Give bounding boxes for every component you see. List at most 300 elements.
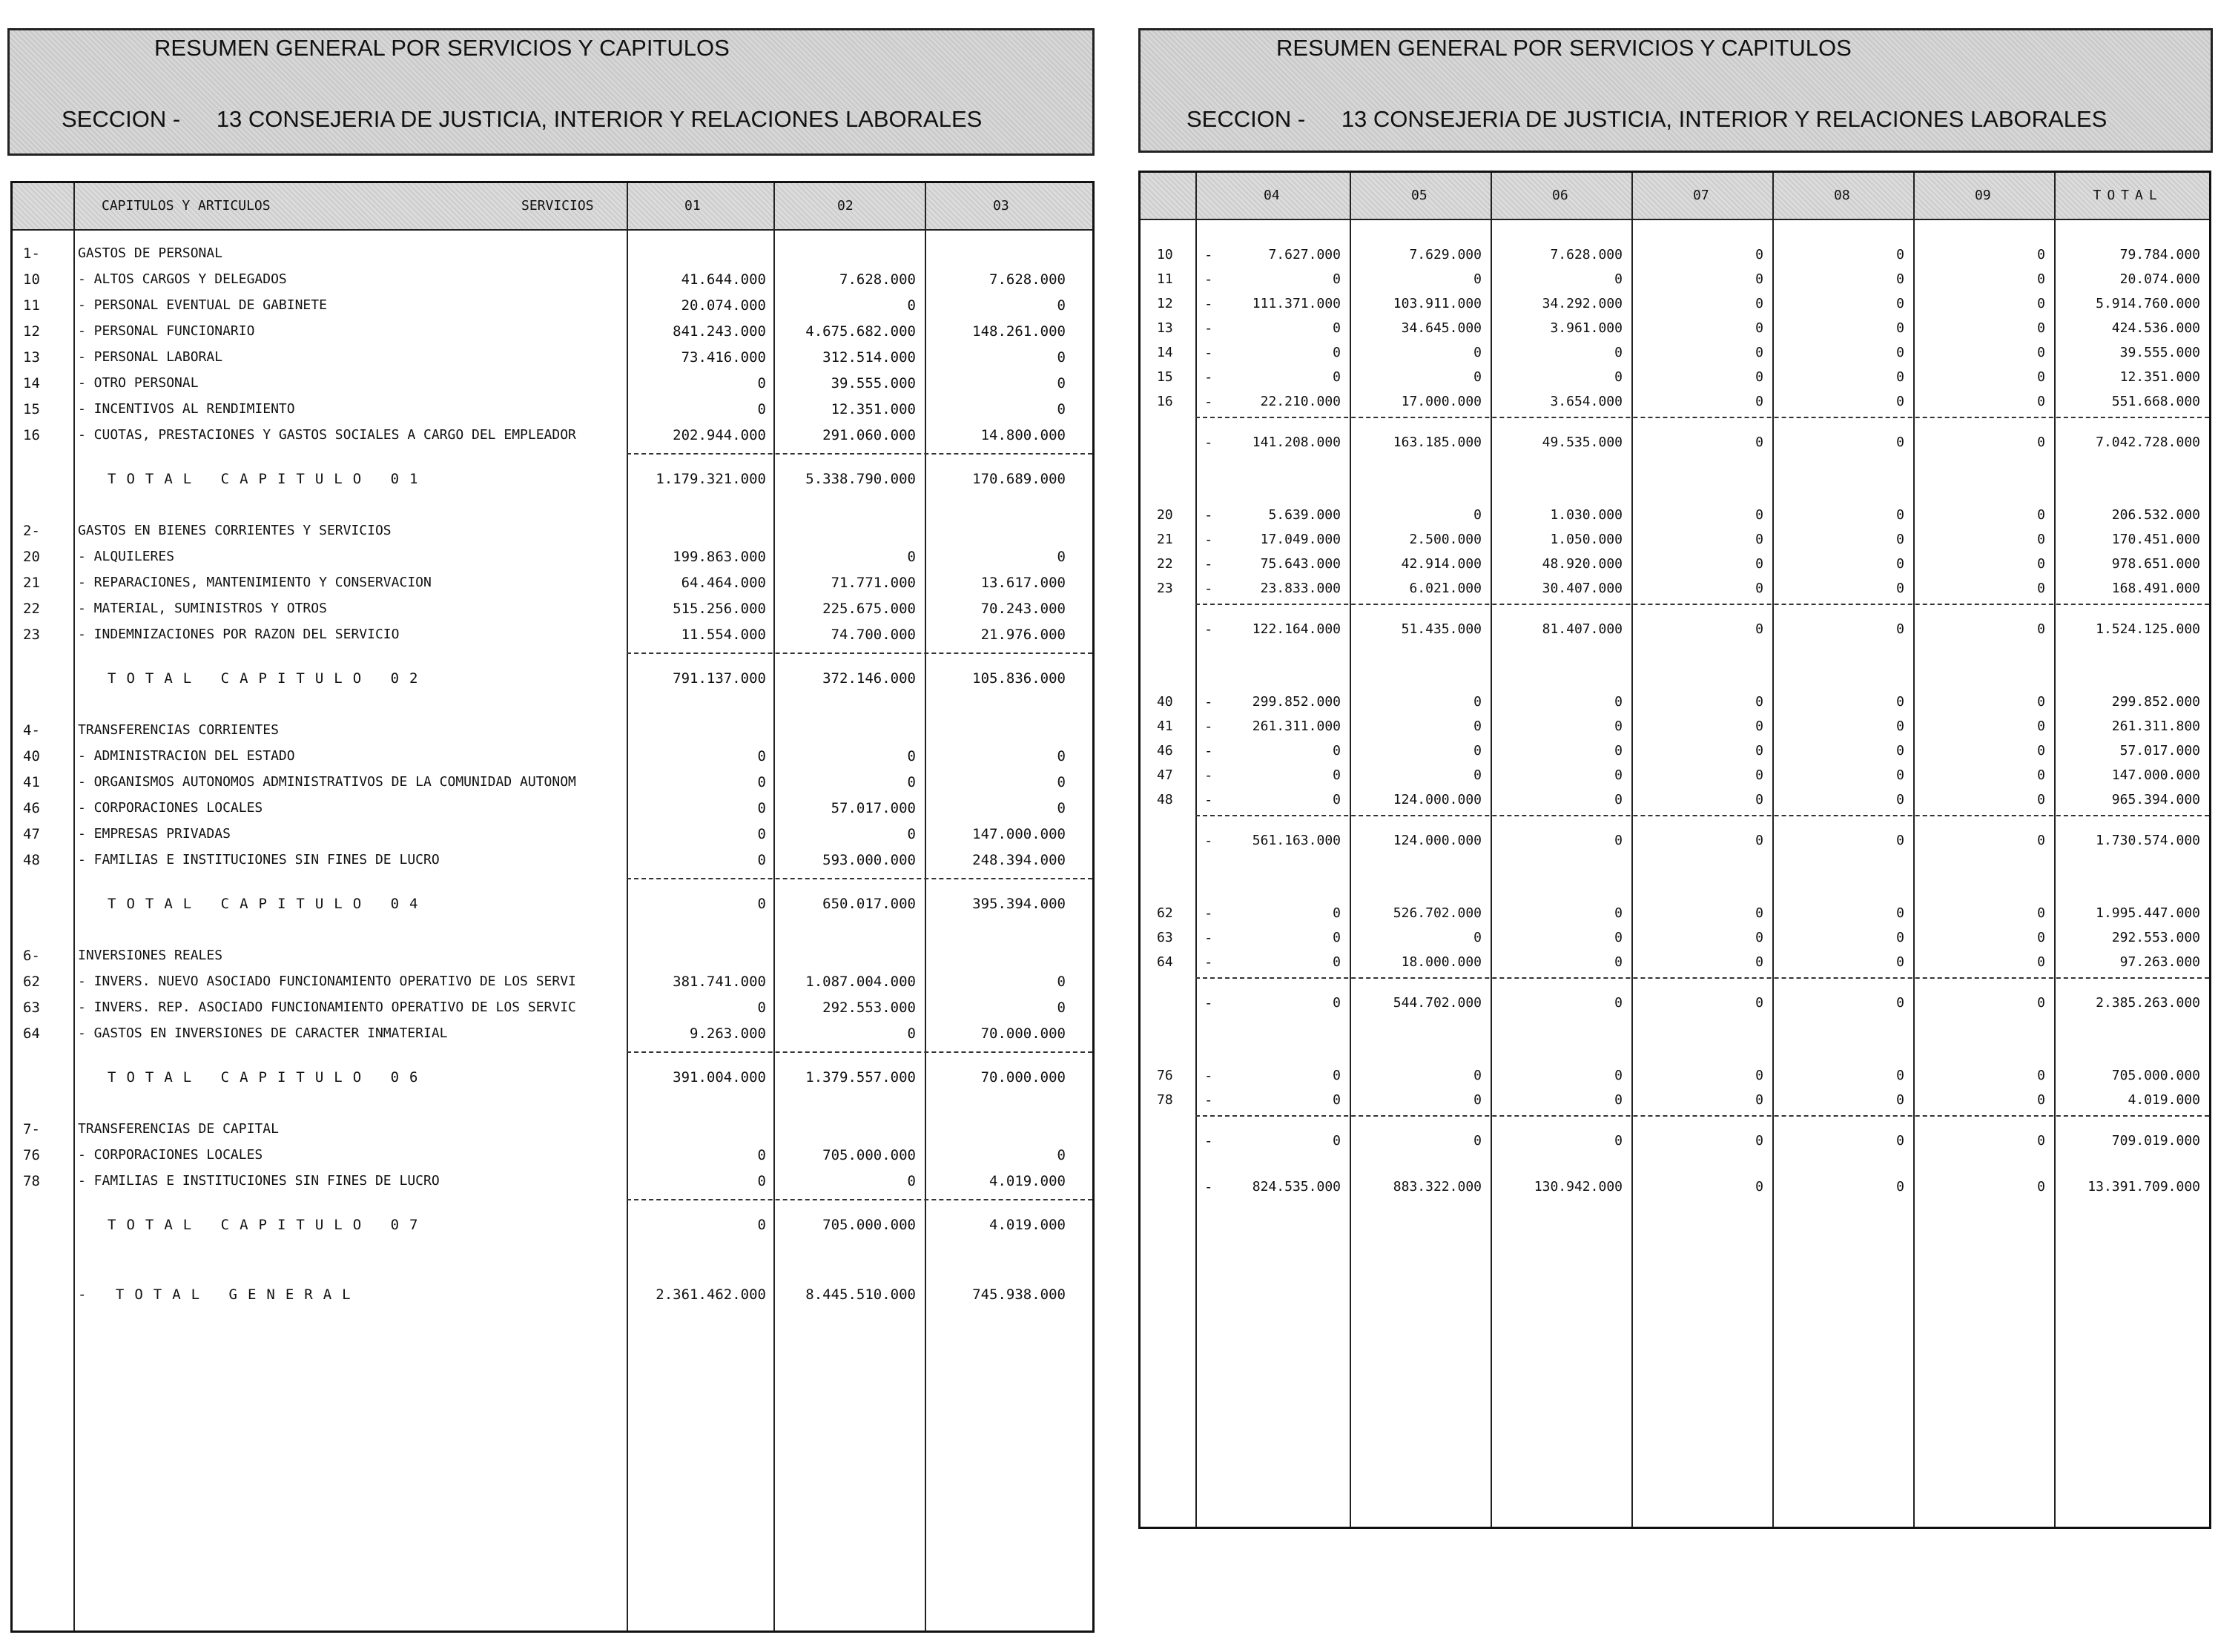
row-value: 0 bbox=[2037, 694, 2045, 710]
item-code: 40 bbox=[23, 748, 40, 764]
grand-total-value: 883.322.000 bbox=[1393, 1179, 1482, 1195]
row-value: 261.311.800 bbox=[2111, 718, 2200, 734]
row-value: 0 bbox=[1896, 930, 1904, 945]
row-value: 2.500.000 bbox=[1409, 532, 1482, 547]
item-value: 593.000.000 bbox=[822, 852, 916, 868]
left-col-divider bbox=[73, 183, 75, 1630]
item-value: 0 bbox=[907, 774, 916, 790]
item-value: 4.675.682.000 bbox=[805, 323, 916, 340]
grand-total-value: 2.361.462.000 bbox=[656, 1286, 766, 1303]
row-value: 0 bbox=[1333, 954, 1341, 970]
right-seccion-line bbox=[1186, 106, 2107, 133]
item-description: - OTRO PERSONAL bbox=[78, 375, 199, 391]
right-table-header bbox=[1141, 173, 2209, 220]
total-separator bbox=[1195, 977, 2209, 979]
row-dash: - bbox=[1204, 1092, 1213, 1109]
row-value: 0 bbox=[1473, 718, 1482, 734]
row-value: 5.639.000 bbox=[1268, 507, 1341, 523]
item-code: 76 bbox=[23, 1147, 40, 1163]
row-value: 0 bbox=[1614, 1068, 1623, 1083]
row-value: 0 bbox=[1896, 320, 1904, 336]
group-total-value: 81.407.000 bbox=[1542, 621, 1623, 637]
item-value: 0 bbox=[907, 1173, 916, 1189]
chapter-title: GASTOS DE PERSONAL bbox=[78, 245, 223, 261]
chapter-total-value: 4.019.000 bbox=[989, 1217, 1066, 1233]
row-value: 0 bbox=[1896, 1092, 1904, 1108]
row-value: 0 bbox=[1896, 247, 1904, 262]
group-total-value: 561.163.000 bbox=[1252, 833, 1341, 848]
row-value: 0 bbox=[1333, 271, 1341, 287]
left-header-col-03: 03 bbox=[993, 198, 1009, 214]
group-total-value: 0 bbox=[1896, 833, 1904, 848]
row-value: 170.451.000 bbox=[2111, 532, 2200, 547]
item-value: 12.351.000 bbox=[831, 401, 916, 417]
item-description: - FAMILIAS E INSTITUCIONES SIN FINES DE LUCRO bbox=[78, 852, 440, 868]
item-value: 199.863.000 bbox=[673, 549, 766, 565]
item-value: 0 bbox=[757, 1000, 766, 1016]
item-code: 12 bbox=[23, 323, 40, 340]
group-total-value: 0 bbox=[1896, 435, 1904, 450]
total-separator bbox=[627, 652, 1092, 654]
row-value: 0 bbox=[1614, 743, 1623, 759]
row-value: 0 bbox=[1896, 792, 1904, 807]
left-col-divider bbox=[925, 183, 926, 1630]
chapter-total-value: 791.137.000 bbox=[673, 670, 766, 687]
row-value: 0 bbox=[1755, 271, 1763, 287]
chapter-title: TRANSFERENCIAS CORRIENTES bbox=[78, 722, 279, 738]
row-value: 0 bbox=[1896, 271, 1904, 287]
row-value: 0 bbox=[1755, 345, 1763, 360]
row-value: 978.651.000 bbox=[2111, 556, 2200, 572]
chapter-total-value: 1.179.321.000 bbox=[656, 471, 766, 487]
item-value: 0 bbox=[907, 549, 916, 565]
row-value: 0 bbox=[1755, 1068, 1763, 1083]
row-value: 0 bbox=[1614, 792, 1623, 807]
row-code: 47 bbox=[1157, 767, 1173, 783]
item-code: 21 bbox=[23, 575, 40, 591]
row-dash: - bbox=[1204, 1068, 1213, 1084]
left-col-divider bbox=[773, 183, 775, 1630]
row-value: 111.371.000 bbox=[1252, 296, 1341, 311]
total-separator bbox=[1195, 1115, 2209, 1117]
row-value: 0 bbox=[1333, 320, 1341, 336]
row-value: 17.000.000 bbox=[1401, 394, 1482, 409]
right-header-col-total: TOTAL bbox=[2093, 188, 2163, 203]
item-value: 148.261.000 bbox=[972, 323, 1066, 340]
item-value: 0 bbox=[757, 800, 766, 816]
row-value: 0 bbox=[2037, 320, 2045, 336]
group-total-value: 0 bbox=[1755, 995, 1763, 1011]
row-code: 12 bbox=[1157, 296, 1173, 311]
item-description: - GASTOS EN INVERSIONES DE CARACTER INMATERIAL bbox=[78, 1025, 448, 1041]
row-value: 0 bbox=[1614, 271, 1623, 287]
group-total-value: 51.435.000 bbox=[1401, 621, 1482, 637]
row-dash: - bbox=[1204, 767, 1213, 784]
row-value: 0 bbox=[2037, 507, 2045, 523]
group-total-value: 49.535.000 bbox=[1542, 435, 1623, 450]
total-separator bbox=[1195, 815, 2209, 816]
chapter-total-label: TOTAL CAPITULO 02 bbox=[108, 670, 429, 687]
row-value: 1.030.000 bbox=[1550, 507, 1623, 523]
item-value: 0 bbox=[1057, 800, 1066, 816]
chapter-total-label: TOTAL CAPITULO 04 bbox=[108, 896, 429, 912]
chapter-total-value: 650.017.000 bbox=[822, 896, 916, 912]
item-value: 39.555.000 bbox=[831, 375, 916, 391]
row-value: 0 bbox=[2037, 767, 2045, 783]
left-seccion-line bbox=[62, 106, 982, 133]
right-report-header bbox=[1138, 28, 2213, 153]
group-total-value: 0 bbox=[2037, 621, 2045, 637]
chapter-total-value: 0 bbox=[757, 896, 766, 912]
item-description: - INDEMNIZACIONES POR RAZON DEL SERVICIO bbox=[78, 627, 400, 642]
item-value: 515.256.000 bbox=[673, 601, 766, 617]
row-value: 0 bbox=[1896, 743, 1904, 759]
group-total-value: 709.019.000 bbox=[2111, 1133, 2200, 1149]
group-total-value: 0 bbox=[1755, 833, 1763, 848]
row-dash: - bbox=[1204, 435, 1213, 451]
row-value: 0 bbox=[1755, 369, 1763, 385]
row-code: 22 bbox=[1157, 556, 1173, 572]
item-value: 57.017.000 bbox=[831, 800, 916, 816]
row-value: 0 bbox=[1755, 532, 1763, 547]
row-value: 57.017.000 bbox=[2119, 743, 2200, 759]
chapter-total-value: 70.000.000 bbox=[980, 1069, 1066, 1086]
item-value: 0 bbox=[1057, 549, 1066, 565]
row-value: 0 bbox=[1755, 581, 1763, 596]
row-dash: - bbox=[1204, 296, 1213, 312]
item-description: - ALQUILERES bbox=[78, 549, 175, 564]
chapter-code: 1- bbox=[23, 245, 40, 262]
row-code: 20 bbox=[1157, 507, 1173, 523]
item-code: 13 bbox=[23, 349, 40, 366]
item-value: 0 bbox=[757, 401, 766, 417]
row-code: 46 bbox=[1157, 743, 1173, 759]
row-value: 168.491.000 bbox=[2111, 581, 2200, 596]
row-code: 48 bbox=[1157, 792, 1173, 807]
item-value: 0 bbox=[907, 1025, 916, 1042]
row-dash: - bbox=[1204, 905, 1213, 922]
row-value: 97.263.000 bbox=[2119, 954, 2200, 970]
row-value: 0 bbox=[1896, 394, 1904, 409]
row-value: 20.074.000 bbox=[2119, 271, 2200, 287]
item-code: 46 bbox=[23, 800, 40, 816]
row-value: 0 bbox=[1614, 930, 1623, 945]
item-value: 0 bbox=[757, 748, 766, 764]
row-value: 0 bbox=[1896, 296, 1904, 311]
group-total-value: 163.185.000 bbox=[1393, 435, 1482, 450]
row-value: 0 bbox=[1896, 507, 1904, 523]
chapter-total-value: 170.689.000 bbox=[972, 471, 1066, 487]
row-dash: - bbox=[1204, 930, 1213, 946]
item-value: 7.628.000 bbox=[989, 271, 1066, 288]
row-value: 0 bbox=[1755, 320, 1763, 336]
item-value: 64.464.000 bbox=[681, 575, 766, 591]
item-description: - CORPORACIONES LOCALES bbox=[78, 800, 263, 816]
row-value: 0 bbox=[2037, 1068, 2045, 1083]
row-dash: - bbox=[1204, 743, 1213, 759]
item-code: 78 bbox=[23, 1173, 40, 1189]
total-separator bbox=[1195, 604, 2209, 605]
item-description: - INVERS. REP. ASOCIADO FUNCIONAMIENTO OPERATIVO DE LOS SERVIC bbox=[78, 1000, 576, 1015]
row-value: 0 bbox=[1333, 930, 1341, 945]
grand-total-value: 13.391.709.000 bbox=[2087, 1179, 2200, 1195]
item-value: 7.628.000 bbox=[839, 271, 916, 288]
row-value: 0 bbox=[1473, 345, 1482, 360]
item-value: 0 bbox=[757, 774, 766, 790]
row-value: 0 bbox=[1333, 743, 1341, 759]
group-total-value: 0 bbox=[1614, 1133, 1623, 1149]
row-dash: - bbox=[1204, 556, 1213, 572]
row-value: 0 bbox=[1614, 905, 1623, 921]
item-value: 841.243.000 bbox=[673, 323, 766, 340]
group-total-value: 1.730.574.000 bbox=[2096, 833, 2200, 848]
item-description: - PERSONAL FUNCIONARIO bbox=[78, 323, 255, 339]
item-code: 48 bbox=[23, 852, 40, 868]
item-value: 292.553.000 bbox=[822, 1000, 916, 1016]
item-value: 0 bbox=[1057, 375, 1066, 391]
item-description: - PERSONAL LABORAL bbox=[78, 349, 223, 365]
item-value: 248.394.000 bbox=[972, 852, 1066, 868]
item-value: 9.263.000 bbox=[690, 1025, 766, 1042]
grand-total-label: - TOTAL GENERAL bbox=[78, 1286, 361, 1303]
item-value: 70.243.000 bbox=[980, 601, 1066, 617]
grand-total-value: 745.938.000 bbox=[972, 1286, 1066, 1303]
group-total-value: 0 bbox=[1896, 995, 1904, 1011]
item-description: - ORGANISMOS AUTONOMOS ADMINISTRATIVOS DE LA COMUNIDAD AUTONOM bbox=[78, 774, 576, 790]
row-value: 0 bbox=[2037, 581, 2045, 596]
row-value: 0 bbox=[1896, 905, 1904, 921]
item-description: - FAMILIAS E INSTITUCIONES SIN FINES DE LUCRO bbox=[78, 1173, 440, 1189]
chapter-title: GASTOS EN BIENES CORRIENTES Y SERVICIOS bbox=[78, 523, 392, 538]
group-total-value: 0 bbox=[1333, 995, 1341, 1011]
item-value: 4.019.000 bbox=[989, 1173, 1066, 1189]
row-value: 0 bbox=[1896, 694, 1904, 710]
row-value: 0 bbox=[1755, 1092, 1763, 1108]
row-dash: - bbox=[1204, 369, 1213, 386]
row-value: 0 bbox=[1614, 767, 1623, 783]
item-description: - CUOTAS, PRESTACIONES Y GASTOS SOCIALES A CARGO DEL EMPLEADOR bbox=[78, 427, 576, 443]
row-code: 76 bbox=[1157, 1068, 1173, 1083]
row-value: 48.920.000 bbox=[1542, 556, 1623, 572]
item-value: 74.700.000 bbox=[831, 627, 916, 643]
item-value: 225.675.000 bbox=[822, 601, 916, 617]
row-value: 0 bbox=[1614, 694, 1623, 710]
left-seccion-label: SECCION - bbox=[62, 106, 181, 132]
grand-total-value: 0 bbox=[1896, 1179, 1904, 1195]
group-total-value: 2.385.263.000 bbox=[2096, 995, 2200, 1011]
chapter-code: 2- bbox=[23, 523, 40, 539]
item-description: - INVERS. NUEVO ASOCIADO FUNCIONAMIENTO OPERATIVO DE LOS SERVI bbox=[78, 974, 576, 989]
row-value: 0 bbox=[1333, 369, 1341, 385]
row-value: 0 bbox=[1896, 767, 1904, 783]
chapter-total-value: 395.394.000 bbox=[972, 896, 1066, 912]
item-description: - EMPRESAS PRIVADAS bbox=[78, 826, 231, 842]
row-dash: - bbox=[1204, 1133, 1213, 1149]
row-value: 0 bbox=[2037, 718, 2045, 734]
item-code: 10 bbox=[23, 271, 40, 288]
item-code: 23 bbox=[23, 627, 40, 643]
row-value: 124.000.000 bbox=[1393, 792, 1482, 807]
row-code: 40 bbox=[1157, 694, 1173, 710]
left-header-col-02: 02 bbox=[837, 198, 854, 214]
row-value: 103.911.000 bbox=[1393, 296, 1482, 311]
row-value: 5.914.760.000 bbox=[2096, 296, 2200, 311]
row-value: 0 bbox=[1333, 767, 1341, 783]
total-separator bbox=[1195, 417, 2209, 418]
item-value: 0 bbox=[907, 297, 916, 314]
row-value: 0 bbox=[1896, 581, 1904, 596]
row-value: 42.914.000 bbox=[1401, 556, 1482, 572]
row-dash: - bbox=[1204, 954, 1213, 971]
row-value: 0 bbox=[2037, 369, 2045, 385]
row-value: 4.019.000 bbox=[2128, 1092, 2200, 1108]
chapter-total-label: TOTAL CAPITULO 06 bbox=[108, 1069, 429, 1086]
item-code: 22 bbox=[23, 601, 40, 617]
item-code: 62 bbox=[23, 974, 40, 990]
row-value: 0 bbox=[1755, 247, 1763, 262]
chapter-title: INVERSIONES REALES bbox=[78, 948, 223, 963]
row-code: 10 bbox=[1157, 247, 1173, 262]
right-header-col-09: 09 bbox=[1975, 188, 1991, 203]
row-value: 0 bbox=[1755, 743, 1763, 759]
chapter-total-value: 372.146.000 bbox=[822, 670, 916, 687]
group-total-value: 141.208.000 bbox=[1252, 435, 1341, 450]
item-value: 705.000.000 bbox=[822, 1147, 916, 1163]
item-value: 0 bbox=[1057, 297, 1066, 314]
row-value: 0 bbox=[1473, 930, 1482, 945]
group-total-value: 0 bbox=[1473, 1133, 1482, 1149]
item-code: 41 bbox=[23, 774, 40, 790]
row-value: 0 bbox=[2037, 296, 2045, 311]
row-value: 0 bbox=[2037, 1092, 2045, 1108]
row-code: 13 bbox=[1157, 320, 1173, 336]
item-description: - ADMINISTRACION DEL ESTADO bbox=[78, 748, 295, 764]
group-total-value: 0 bbox=[2037, 833, 2045, 848]
row-value: 0 bbox=[2037, 556, 2045, 572]
group-total-value: 0 bbox=[1896, 621, 1904, 637]
item-value: 71.771.000 bbox=[831, 575, 916, 591]
row-value: 0 bbox=[2037, 792, 2045, 807]
item-value: 381.741.000 bbox=[673, 974, 766, 990]
row-value: 34.292.000 bbox=[1542, 296, 1623, 311]
row-value: 0 bbox=[2037, 394, 2045, 409]
row-value: 705.000.000 bbox=[2111, 1068, 2200, 1083]
row-value: 299.852.000 bbox=[1252, 694, 1341, 710]
item-value: 0 bbox=[1057, 401, 1066, 417]
chapter-code: 4- bbox=[23, 722, 40, 739]
row-value: 30.407.000 bbox=[1542, 581, 1623, 596]
row-dash: - bbox=[1204, 833, 1213, 849]
item-value: 0 bbox=[907, 826, 916, 842]
item-code: 11 bbox=[23, 297, 40, 314]
total-separator bbox=[627, 1051, 1092, 1053]
item-value: 0 bbox=[757, 1173, 766, 1189]
chapter-title: TRANSFERENCIAS DE CAPITAL bbox=[78, 1121, 279, 1137]
item-value: 41.644.000 bbox=[681, 271, 766, 288]
row-code: 21 bbox=[1157, 532, 1173, 547]
row-value: 0 bbox=[1614, 369, 1623, 385]
row-dash: - bbox=[1204, 792, 1213, 808]
row-value: 0 bbox=[2037, 930, 2045, 945]
item-value: 0 bbox=[757, 1147, 766, 1163]
row-value: 261.311.000 bbox=[1252, 718, 1341, 734]
row-value: 0 bbox=[1896, 556, 1904, 572]
row-dash: - bbox=[1204, 532, 1213, 548]
left-budget-table bbox=[10, 181, 1095, 1633]
row-value: 424.536.000 bbox=[2111, 320, 2200, 336]
right-header-col-08: 08 bbox=[1834, 188, 1850, 203]
row-code: 11 bbox=[1157, 271, 1173, 287]
row-value: 0 bbox=[1755, 930, 1763, 945]
row-value: 0 bbox=[1333, 1068, 1341, 1083]
row-value: 0 bbox=[1473, 743, 1482, 759]
row-value: 0 bbox=[1755, 694, 1763, 710]
row-value: 17.049.000 bbox=[1260, 532, 1341, 547]
row-code: 78 bbox=[1157, 1092, 1173, 1108]
grand-total-value: 8.445.510.000 bbox=[805, 1286, 916, 1303]
row-value: 0 bbox=[1614, 718, 1623, 734]
right-col-divider bbox=[1631, 173, 1633, 1527]
row-value: 0 bbox=[2037, 345, 2045, 360]
right-header-col-07: 07 bbox=[1693, 188, 1709, 203]
row-value: 0 bbox=[1755, 792, 1763, 807]
item-value: 202.944.000 bbox=[673, 427, 766, 443]
group-total-value: 0 bbox=[1614, 995, 1623, 1011]
item-code: 20 bbox=[23, 549, 40, 565]
item-value: 1.087.004.000 bbox=[805, 974, 916, 990]
group-total-value: 124.000.000 bbox=[1393, 833, 1482, 848]
item-value: 14.800.000 bbox=[980, 427, 1066, 443]
row-value: 0 bbox=[2037, 954, 2045, 970]
row-value: 0 bbox=[1896, 532, 1904, 547]
group-total-value: 0 bbox=[2037, 1133, 2045, 1149]
grand-total-value: 130.942.000 bbox=[1534, 1179, 1623, 1195]
row-value: 0 bbox=[2037, 247, 2045, 262]
row-dash: - bbox=[1204, 581, 1213, 597]
item-code: 16 bbox=[23, 427, 40, 443]
item-value: 0 bbox=[757, 375, 766, 391]
chapter-total-value: 391.004.000 bbox=[673, 1069, 766, 1086]
left-report-header bbox=[7, 28, 1095, 156]
row-value: 75.643.000 bbox=[1260, 556, 1341, 572]
row-value: 0 bbox=[1755, 507, 1763, 523]
row-code: 41 bbox=[1157, 718, 1173, 734]
item-value: 11.554.000 bbox=[681, 627, 766, 643]
row-value: 39.555.000 bbox=[2119, 345, 2200, 360]
chapter-total-label: TOTAL CAPITULO 01 bbox=[108, 471, 429, 487]
row-value: 0 bbox=[1473, 1092, 1482, 1108]
item-value: 291.060.000 bbox=[822, 427, 916, 443]
row-value: 0 bbox=[1896, 1068, 1904, 1083]
group-total-value: 122.164.000 bbox=[1252, 621, 1341, 637]
item-value: 0 bbox=[1057, 1000, 1066, 1016]
group-total-value: 0 bbox=[1755, 1133, 1763, 1149]
right-budget-table bbox=[1138, 171, 2211, 1529]
row-value: 292.553.000 bbox=[2111, 930, 2200, 945]
row-value: 0 bbox=[1473, 767, 1482, 783]
row-value: 0 bbox=[1755, 767, 1763, 783]
row-value: 12.351.000 bbox=[2119, 369, 2200, 385]
item-value: 0 bbox=[907, 748, 916, 764]
row-value: 526.702.000 bbox=[1393, 905, 1482, 921]
row-value: 0 bbox=[2037, 271, 2045, 287]
row-value: 0 bbox=[1473, 271, 1482, 287]
item-description: - MATERIAL, SUMINISTROS Y OTROS bbox=[78, 601, 327, 616]
row-dash: - bbox=[1204, 1179, 1213, 1195]
row-value: 7.627.000 bbox=[1268, 247, 1341, 262]
row-value: 23.833.000 bbox=[1260, 581, 1341, 596]
row-code: 23 bbox=[1157, 581, 1173, 596]
